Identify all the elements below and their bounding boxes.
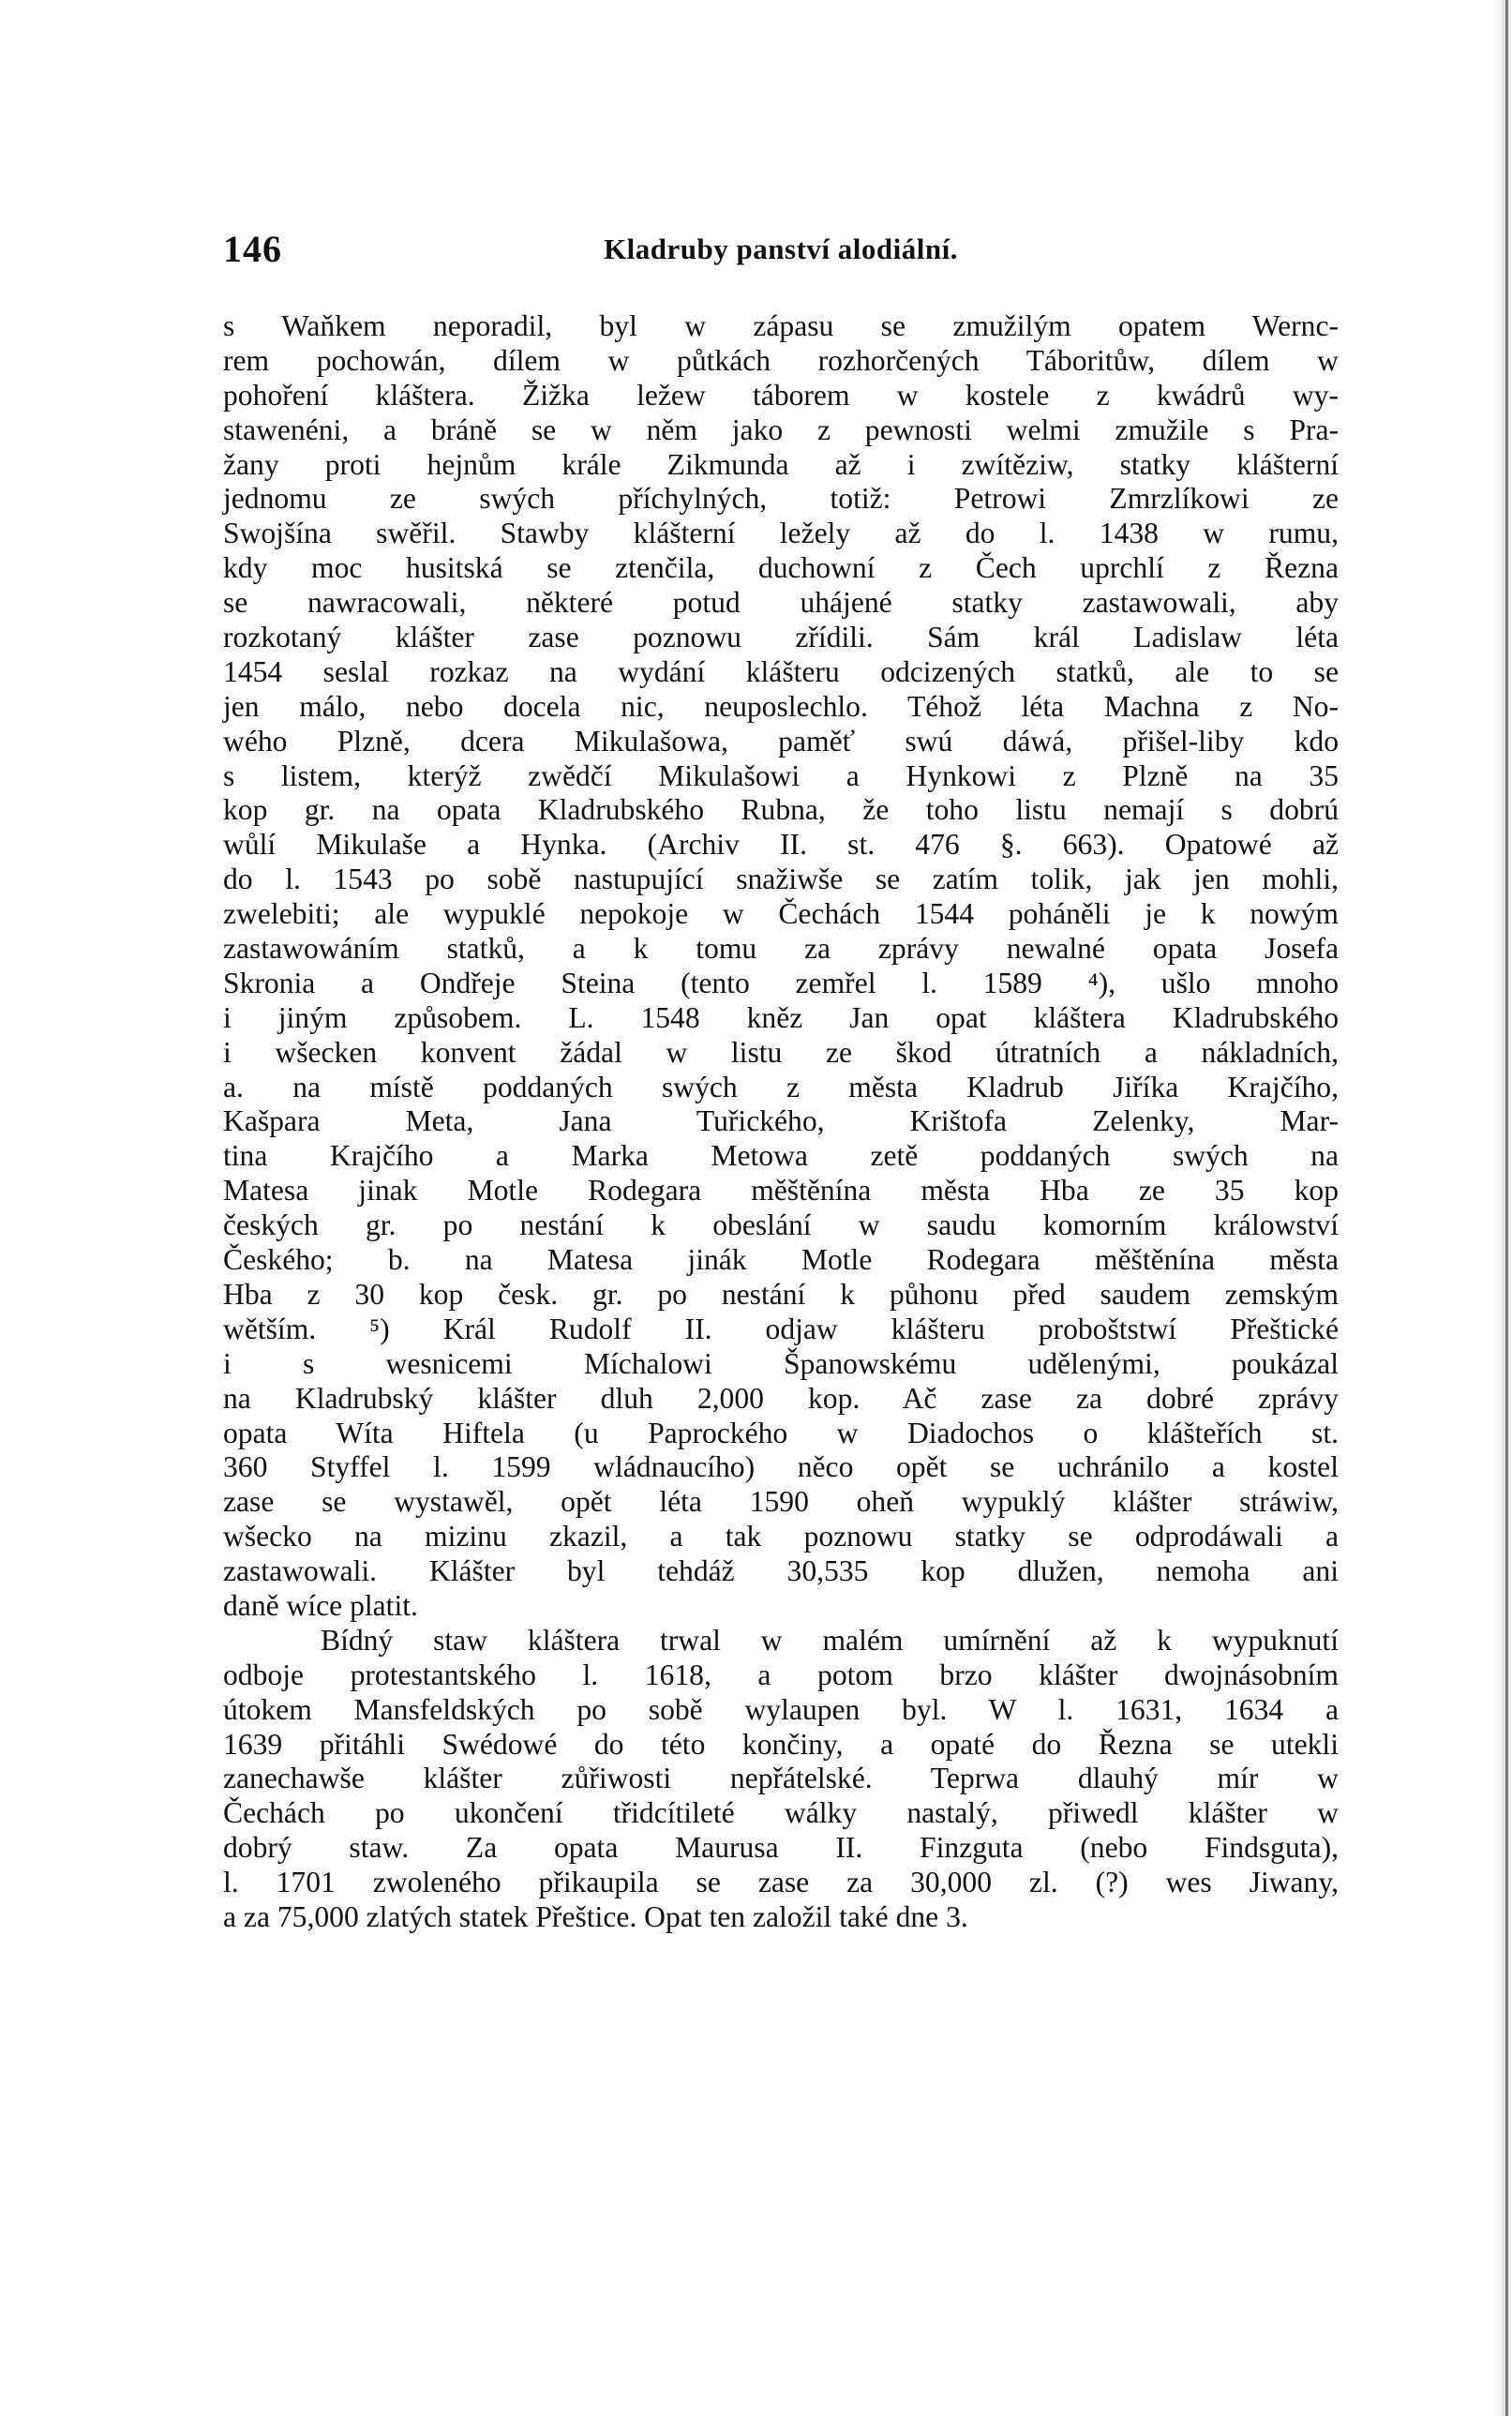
text-line: odboje protestantského l. 1618, a potom brzo klášter dwojnásobním <box>223 1658 1339 1691</box>
text-line: a. na místě poddaných swých z města Kladrub Jiříka Krajčího, <box>223 1070 1339 1103</box>
text-line: Swojšína swěřil. Stawby klášterní ležely až do l. 1438 w rumu, <box>223 517 1339 550</box>
text-line: wšecko na mizinu zkazil, a tak poznowu statky se odprodáwali a <box>223 1520 1339 1553</box>
text-line: zastawowali. Klášter byl tehdáž 30,535 kop dlužen, nemoha ani <box>223 1554 1339 1588</box>
text-line: zwelebiti; ale wypuklé nepokoje w Čechách 1544 poháněli je k nowým <box>223 897 1339 931</box>
text-line: wětším. ⁵) Král Rudolf II. odjaw klášteru proboštstwí Přeštické <box>223 1312 1339 1345</box>
text-line: stawenéni, a bráně se w něm jako z pewnosti welmi zmužile s Pra- <box>223 413 1339 446</box>
text-line: českých gr. po nestání k obeslání w saudu komorním králowství <box>223 1208 1339 1242</box>
page-edge-shadow <box>1491 0 1512 2416</box>
text-line: Matesa jinak Motle Rodegara měštěnína města Hba ze 35 kop <box>223 1174 1339 1208</box>
text-line: jednomu ze swých příchylných, totiž: Petrowi Zmrzlíkowi ze <box>223 482 1339 516</box>
text-line: se nawracowali, některé potud uhájené statky zastawowali, aby <box>223 586 1339 620</box>
text-line: 1454 seslal rozkaz na wydání klášteru odcizených statků, ale to se <box>223 654 1339 688</box>
text-line: l. 1701 zwoleného přikaupila se zase za 30,000 zl. (?) wes Jiwany, <box>223 1866 1339 1899</box>
page-edge-line <box>1505 0 1508 2416</box>
text-line: jen málo, nebo docela nic, neuposlechlo. Téhož léta Machna z No- <box>223 689 1339 723</box>
text-line: kop gr. na opata Kladrubského Rubna, že toho listu nemají s dobrú <box>223 793 1339 827</box>
text-line: zanechawše klášter zůřiwosti nepřátelské. Teprwa dlauhý mír w <box>223 1762 1339 1795</box>
text-line: 1639 přitáhli Swédowé do této končiny, a opaté do Řezna se utekli <box>223 1727 1339 1761</box>
text-line: rozkotaný klášter zase poznowu zřídili. Sám král Ladislaw léta <box>223 621 1339 654</box>
text-line: Bídný staw kláštera trwal w malém umírnění až k wypuknutí <box>321 1623 1339 1657</box>
text-line: do l. 1543 po sobě nastupující snažiwše se zatím tolik, jak jen mohli, <box>223 863 1339 896</box>
text-line: žany proti hejnům krále Zikmunda až i zwítěziw, statky klášterní <box>223 447 1339 481</box>
text-line: dobrý staw. Za opata Maurusa II. Finzguta (nebo Findsguta), <box>223 1831 1339 1865</box>
text-line: daně wíce platit. <box>223 1588 418 1622</box>
running-title: Kladruby panství alodiální. <box>604 233 958 265</box>
text-line: i jiným způsobem. L. 1548 kněz Jan opat kláštera Kladrubského <box>223 1000 1339 1034</box>
text-line: wůlí Mikulaše a Hynka. (Archiv II. st. 476 §. 663). Opatowé až <box>223 828 1339 862</box>
text-line: Českého; b. na Matesa jinák Motle Rodegara měštěnína města <box>223 1243 1339 1277</box>
text-line: opata Wíta Hiftela (u Paprockého w Diadochos o klášteřích st. <box>223 1416 1339 1449</box>
text-line: kdy moc husitská se ztenčila, duchowní z Čech uprchlí z Řezna <box>223 551 1339 585</box>
text-line: 360 Styffel l. 1599 wládnaucího) něco opět se uchránilo a kostel <box>223 1450 1339 1484</box>
text-line: Skronia a Ondřeje Steina (tento zemřel l. 1589 ⁴), ušlo mnoho <box>223 966 1339 999</box>
text-line: zase se wystawěl, opět léta 1590 oheň wypuklý klášter stráwiw, <box>223 1485 1339 1519</box>
text-line: pohoření kláštera. Žižka ležew táborem w kostele z kwádrů wy- <box>223 378 1339 412</box>
text-line: i wšecken konvent žádal w listu ze škod útratních a nákladních, <box>223 1035 1339 1069</box>
text-line: i s wesnicemi Míchalowi Španowskému udělenými, poukázal <box>223 1346 1339 1380</box>
text-line: s Waňkem neporadil, byl w zápasu se zmužilým opatem Wernc- <box>223 309 1339 342</box>
text-line: tina Krajčího a Marka Metowa zetě poddaných swých na <box>223 1139 1339 1173</box>
body-text <box>223 309 1339 1935</box>
text-line: a za 75,000 zlatých statek Přeštice. Opat ten založil také dne 3. <box>223 1899 968 1933</box>
page-number: 146 <box>223 228 282 270</box>
text-line: rem pochowán, dílem w půtkách rozhorčených Táboritůw, dílem w <box>223 343 1339 377</box>
text-line: zastawowáním statků, a k tomu za zprávy newalné opata Josefa <box>223 932 1339 966</box>
text-line: Kašpara Meta, Jana Tuřického, Krištofa Zelenky, Mar- <box>223 1104 1339 1138</box>
text-line: na Kladrubský klášter dluh 2,000 kop. Ač zase za dobré zprávy <box>223 1381 1339 1415</box>
text-line: útokem Mansfeldských po sobě wylaupen byl. W l. 1631, 1634 a <box>223 1692 1339 1726</box>
page-header <box>223 227 1339 274</box>
text-line: wého Plzně, dcera Mikulašowa, paměť swú dáwá, přišel-liby kdo <box>223 724 1339 758</box>
text-line: s listem, kterýž zwědčí Mikulašowi a Hynkowi z Plzně na 35 <box>223 758 1339 792</box>
text-line: Čechách po ukončení třidcítileté wálky nastalý, přiwedl klášter w <box>223 1796 1339 1830</box>
text-line: Hba z 30 kop česk. gr. po nestání k půhonu před saudem zemským <box>223 1277 1339 1311</box>
